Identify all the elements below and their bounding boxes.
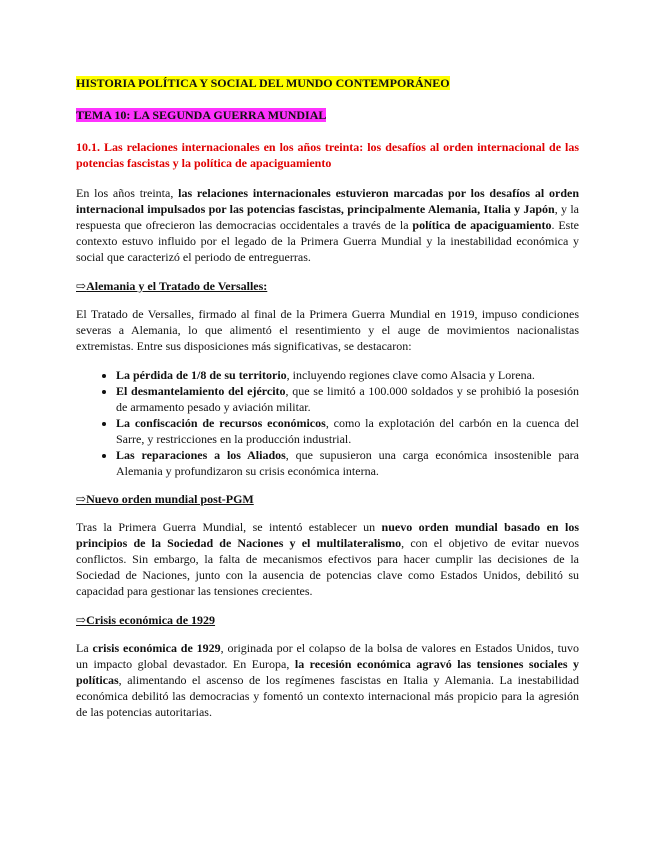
nuevo-orden-paragraph: [76, 519, 579, 599]
section-heading-text: Alemania y el Tratado de Versalles:: [86, 279, 268, 293]
paragraph-bold-1: nuevo orden mundial basado en los principios de la Sociedad de Naciones y el multilateralismo: [76, 520, 579, 550]
section-heading-nuevo-orden: [76, 491, 579, 507]
list-item-text: , incluyendo regiones clave como Alsacia y Lorena.: [286, 368, 535, 382]
list-item-bold: La confiscación de recursos económicos: [116, 416, 326, 430]
paragraph-text-3: , alimentando el ascenso de los regímenes fascistas en Italia y Alemania. La inestabilidad económica debilitó las democracias y fomentó un contexto internacional más propicio para la agresión de las potencias autoritarias.: [76, 673, 579, 719]
list-item-text: , que se limitó a 100.000 soldados y se prohibió la posesión de armamento pesado y aviación militar.: [116, 384, 579, 414]
section-heading-text: Crisis económica de 1929: [86, 613, 216, 627]
list-item-bold: Las reparaciones a los Aliados: [116, 448, 286, 462]
paragraph-text-2: , con el objetivo de evitar nuevos conflictos. Sin embargo, la falta de mecanismos efectivos para hacer cumplir las decisiones de la Sociedad de Naciones, junto con la ausencia de potencias clave como Estados Unidos, debilitó su capacidad para gestionar las tensiones crecientes.: [76, 536, 580, 598]
list-item: [116, 367, 579, 383]
intro-text-2: , y la respuesta que ofrecieron las democracias occidentales a través de la: [76, 202, 579, 232]
arrow-right-icon: ⇨: [76, 492, 87, 506]
section-heading-text: Nuevo orden mundial post-PGM: [86, 492, 254, 506]
list-item: [116, 447, 579, 479]
crisis-paragraph: [76, 640, 579, 720]
list-item: [116, 415, 579, 447]
intro-bold-1: las relaciones internacionales estuvieron marcadas por los desafíos al orden internacional impulsados por las potencias fascistas, principalmente Alemania, Italia y Japón: [76, 186, 579, 216]
versalles-paragraph: El Tratado de Versalles, firmado al final de la Primera Guerra Mundial en 1919, impuso condiciones severas a Alemania, lo que alimentó el resentimiento y el auge de movimientos nacionalistas extremistas. Entre sus disposiciones más significativas, se destacaron:: [76, 307, 579, 353]
list-item: [116, 383, 579, 415]
document-body: [76, 75, 579, 733]
intro-bold-2: política de apaciguamiento: [412, 218, 552, 232]
paragraph-bold-2: la recesión económica agravó las tensiones sociales y políticas: [76, 657, 579, 687]
paragraph-text-1: La: [76, 641, 93, 655]
document-title: [76, 75, 579, 91]
section-heading-versalles: [76, 278, 579, 294]
paragraph-text-1: Tras la Primera Guerra Mundial, se intentó establecer un: [76, 520, 382, 534]
intro-text-3: . Este contexto estuvo influido por el legado de la Primera Guerra Mundial y la inestabilidad económica y social que caracterizó el periodo de entreguerras.: [76, 218, 579, 264]
section-heading-crisis: [76, 612, 579, 628]
document-title-text: HISTORIA POLÍTICA Y SOCIAL DEL MUNDO CONTEMPORÁNEO: [76, 76, 450, 90]
topic-title: [76, 107, 579, 123]
list-item-text: , como la explotación del carbón en la cuenca del Sarre, y restricciones en la producción industrial.: [116, 416, 579, 446]
arrow-right-icon: ⇨: [76, 279, 87, 293]
section-subtitle: 10.1. Las relaciones internacionales en los años treinta: los desafíos al orden internacional de las potencias fascistas y la política de apaciguamiento: [76, 140, 579, 170]
list-item-text: , que supusieron una carga económica insostenible para Alemania y profundizaron su crisis económica interna.: [116, 448, 579, 478]
intro-paragraph: [76, 185, 579, 265]
intro-text-1: En los años treinta,: [76, 186, 179, 200]
list-item-bold: El desmantelamiento del ejército: [116, 384, 286, 398]
paragraph-text-2: , originada por el colapso de la bolsa de valores en Estados Unidos, tuvo un impacto global devastador. En Europa,: [76, 641, 580, 671]
versalles-list: [76, 367, 579, 479]
arrow-right-icon: ⇨: [76, 613, 87, 627]
topic-title-text: TEMA 10: LA SEGUNDA GUERRA MUNDIAL: [76, 108, 327, 122]
paragraph-bold-1: crisis económica de 1929: [92, 641, 221, 655]
list-item-bold: La pérdida de 1/8 de su territorio: [116, 368, 287, 382]
